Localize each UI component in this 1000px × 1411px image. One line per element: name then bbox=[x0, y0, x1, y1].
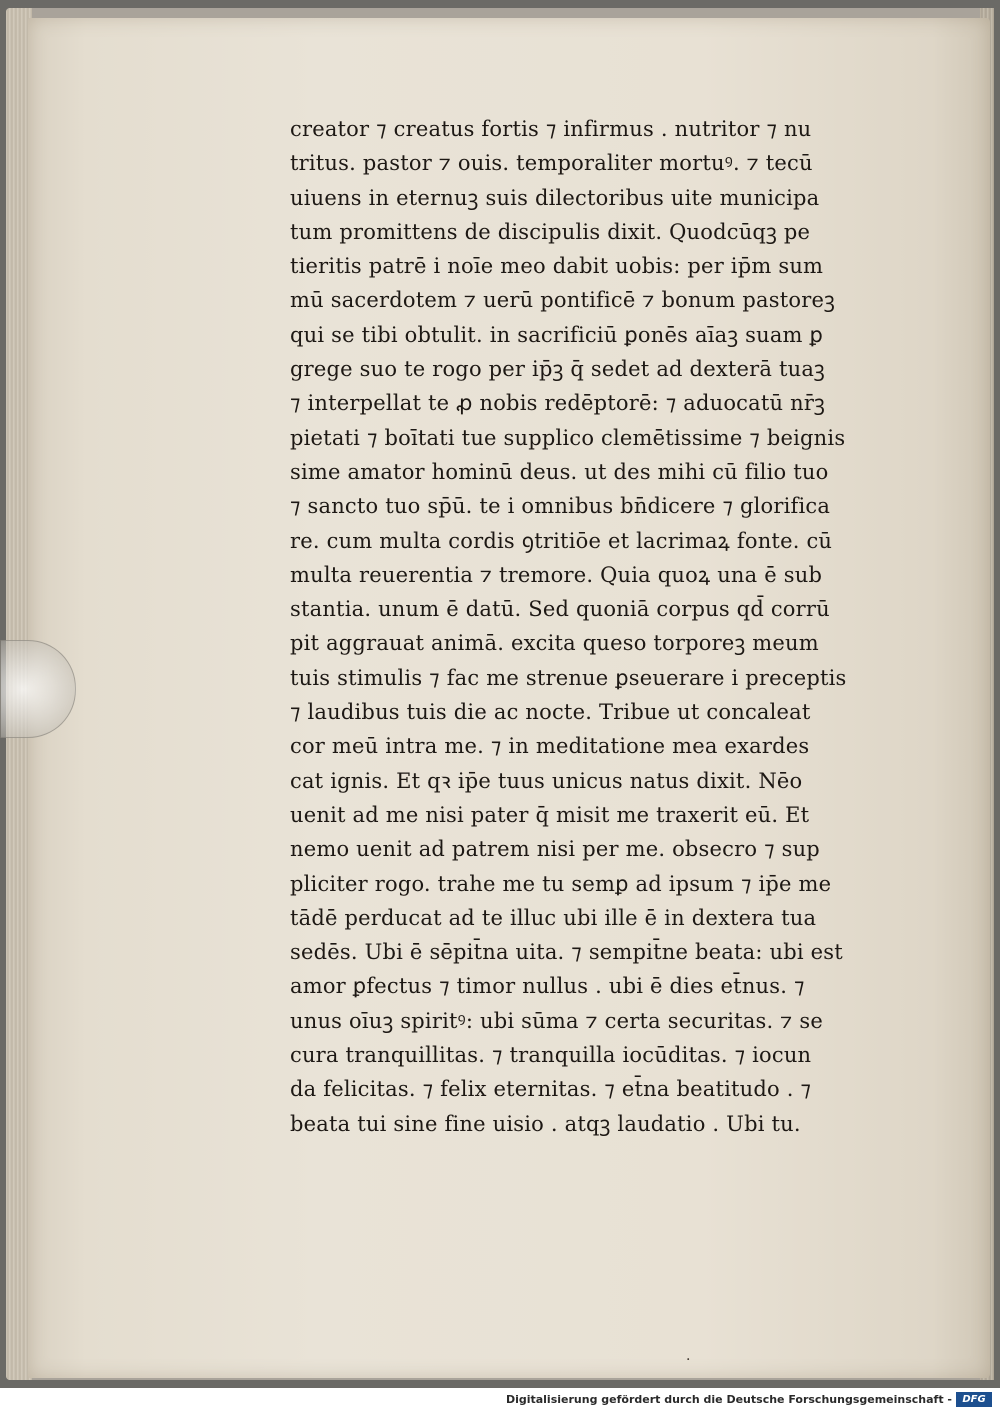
text-line: uiuens in eternuꝫ suis dilectoribus uite municipa bbox=[290, 185, 820, 210]
text-line: beata tui sine fine uisio . atqꝫ laudatio . Ubi tu. bbox=[290, 1111, 801, 1136]
text-line: tieritis patrē i noīe meo dabit uobis: per ip̄m sum bbox=[290, 254, 824, 279]
text-line: ⁊ sancto tuo sp̄ū. te i omnibus bn̄dicere ⁊ glorifica bbox=[290, 494, 831, 519]
text-line: pietati ⁊ boītati tue supplico clemētissime ⁊ beignis bbox=[290, 425, 846, 450]
text-line: amor ꝑfectus ⁊ timor nullus . ubi ē dies et̄nus. ⁊ bbox=[290, 974, 805, 999]
text-line: stantia. unum ē datū. Sed quoniā corpus qd̄ corrū bbox=[290, 597, 830, 622]
text-line: qui se tibi obtulit. in sacrificiū ꝑonēs aīaꝫ suam ꝑ bbox=[290, 322, 824, 347]
text-line: pliciter rogo. trahe me tu semꝑ ad ipsum ⁊ ip̄e me bbox=[290, 871, 832, 896]
text-line: cor meū intra me. ⁊ in meditatione mea exardes bbox=[290, 734, 810, 759]
text-line: nemo uenit ad patrem nisi per me. obsecro ⁊ sup bbox=[290, 837, 820, 862]
text-line: grege suo te rogo per ip̄ꝫ q̄ sedet ad dexterā tuaꝫ bbox=[290, 357, 825, 382]
text-line: unus oīuꝫ spiritꝰ: ubi sūma ⁊ certa securitas. ⁊ se bbox=[290, 1008, 823, 1033]
text-line: pit aggrauat animā. excita queso torporeꝫ meum bbox=[290, 631, 819, 656]
text-line: tādē perducat ad te illuc ubi ille ē in dextera tua bbox=[290, 905, 817, 930]
text-line: tritus. pastor ⁊ ouis. temporaliter mortuꝰ. ⁊ tecū bbox=[290, 151, 813, 176]
dfg-logo: DFG bbox=[956, 1392, 992, 1407]
text-line: tuis stimulis ⁊ fac me strenue ꝑseuerare i preceptis bbox=[290, 665, 847, 690]
text-line: sime amator hominū deus. ut des mihi cū filio tuo bbox=[290, 459, 829, 484]
text-line: cura tranquillitas. ⁊ tranquilla iocūditas. ⁊ iocun bbox=[290, 1043, 812, 1068]
text-line: tum promittens de discipulis dixit. Quodcūqꝫ pe bbox=[290, 219, 811, 244]
text-line: ⁊ interpellat te ꝓ nobis redēptorē: ⁊ aduocatū nr̄ꝫ bbox=[290, 391, 825, 416]
text-line: cat ignis. Et qꝛ ip̄e tuus unicus natus dixit. Nēo bbox=[290, 768, 803, 793]
text-line: da felicitas. ⁊ felix eternitas. ⁊ et̄na beatitudo . ⁊ bbox=[290, 1077, 812, 1102]
printed-text-block bbox=[290, 112, 850, 1141]
text-line: multa reuerentia ⁊ tremore. Quia quoꝝ una ē sub bbox=[290, 562, 823, 587]
footer-bar bbox=[0, 1388, 1000, 1411]
text-line: uenit ad me nisi pater q̄ misit me traxerit eū. Et bbox=[290, 802, 810, 827]
text-line: sedēs. Ubi ē sēpit̄na uita. ⁊ sempit̄ne beata: ubi est bbox=[290, 940, 843, 965]
text-line: mū sacerdotem ⁊ uerū pontificē ⁊ bonum pastoreꝫ bbox=[290, 288, 836, 313]
text-line: creator ⁊ creatus fortis ⁊ infirmus . nutritor ⁊ nu bbox=[290, 117, 812, 141]
signature-mark: · bbox=[686, 1352, 691, 1368]
digitization-credit: Digitalisierung gefördert durch die Deutsche Forschungsgemeinschaft - bbox=[505, 1393, 952, 1406]
text-line: re. cum multa cordis ꝯtritiōe et lacrimaꝝ fonte. cū bbox=[290, 528, 833, 553]
text-line: ⁊ laudibus tuis die ac nocte. Tribue ut concaleat bbox=[290, 700, 811, 725]
